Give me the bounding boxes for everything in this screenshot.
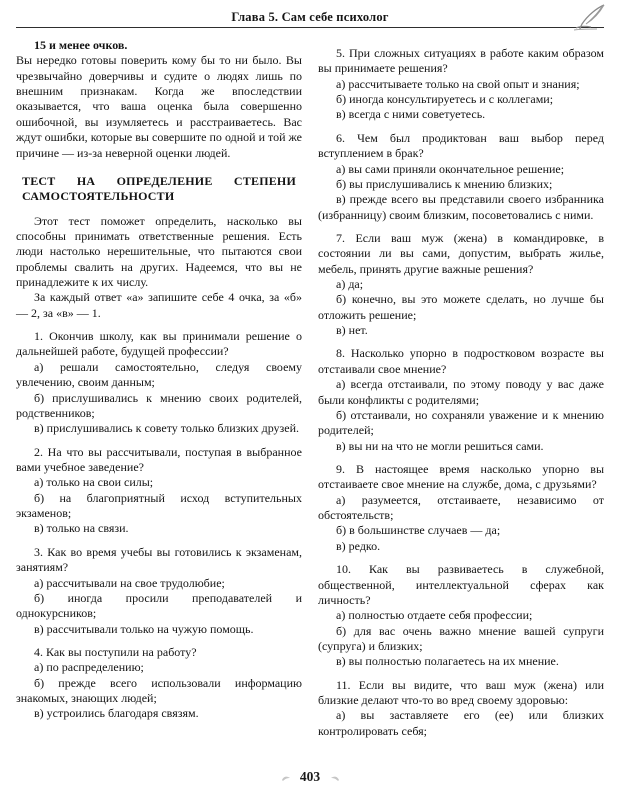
question-text: 9. В настоящее время насколько упорно вы отстаиваете свое мнение на службе, дома, с друзьями?: [318, 461, 604, 492]
answer-option: б) отстаивали, но сохраняли уважение и к мнению родителей;: [318, 407, 604, 438]
paragraph: Этот тест поможет определить, насколько вы способны принимать ответственные решения. Есть люди настолько нерешительные, что пытаются свои проблемы свалить на других. Надеемся, что вы не принадлежите к их числу.: [16, 213, 302, 290]
answer-option: в) вы ни на что не могли решиться сами.: [336, 438, 544, 453]
page-footer: [0, 769, 620, 785]
answer-option: в) вы полностью полагаетесь на их мнение.: [336, 654, 559, 669]
text-columns: [16, 38, 604, 739]
question-text: 2. На что вы рассчитывали, поступая в выбранное вами учебное заведение?: [16, 444, 302, 474]
answer-option: в) только на связи.: [34, 521, 129, 536]
chapter-title: Глава 5. Сам себе психолог: [231, 10, 389, 24]
answer-option: а) решали самостоятельно, следуя своему увлечению, своим данным;: [16, 359, 302, 390]
paragraph: За каждый ответ «а» запишите себе 4 очка, за «б» — 2, за «в» — 1.: [16, 290, 302, 320]
answer-option: в) редко.: [336, 538, 381, 553]
answer-option: б) в большинстве случаев — да;: [336, 523, 501, 538]
question-text: 4. Как вы поступили на работу?: [34, 644, 197, 659]
page-number: 403: [299, 769, 321, 784]
page-header: [16, 8, 604, 30]
answer-option: б) иногда просили преподавателей и однокурсников;: [16, 590, 302, 621]
footer-flourish-icon: [281, 774, 291, 782]
question-text: 11. Если вы видите, что ваш муж (жена) или близкие делают что-то во вред своему здоровью:: [318, 677, 604, 708]
answer-option: в) прежде всего вы представили своего избранника (избранницу) своим близким, посоветовались с ними.: [318, 192, 604, 222]
answer-option: б) конечно, вы это можете сделать, но лучше бы отложить решение;: [318, 292, 604, 322]
answer-option: в) устроились благодаря связям.: [34, 706, 199, 721]
left-column: [16, 38, 302, 722]
question-text: 8. Насколько упорно в подростковом возрасте вы отстаивали свое мнение?: [318, 346, 604, 376]
answer-option: а) разумеется, отстаиваете, независимо от обстоятельств;: [318, 492, 604, 523]
right-column: [318, 38, 604, 739]
answer-option: в) прислушивались к совету только близких друзей.: [34, 421, 300, 436]
section-heading: ТЕСТ НА ОПРЕДЕЛЕНИЕ СТЕПЕНИ САМОСТОЯТЕЛЬНОСТИ: [22, 173, 296, 204]
answer-option: а) вы заставляете его (ее) или близких контролировать себя;: [318, 708, 604, 738]
header-rule: [16, 27, 604, 28]
answer-option: б) на благоприятный исход вступительных экзаменов;: [16, 490, 302, 521]
question-text: 7. Если ваш муж (жена) в командировке, в состоянии ли вы сами, допустим, выбрать жилье, мебель, принять другие важные решения?: [318, 230, 604, 276]
question-text: 5. При сложных ситуациях в работе каким образом вы принимаете решения?: [318, 46, 604, 76]
paragraph: Вы нередко готовы поверить кому бы то ни было. Вы чрезвычайно доверчивы и судите о людях лишь по внешним признакам. Когда же впоследствии оказывается, что ваша оценка была совершенно ошибочной, вы изумляетесь и расстраиваетесь. Вас ждут ошибки, которые вы совершите по одной и той же причине — из-за неверной оценки людей.: [16, 53, 302, 160]
answer-option: а) только на свои силы;: [34, 475, 154, 490]
answer-option: а) рассчитываете только на свой опыт и знания;: [336, 76, 580, 91]
score-range-heading: 15 и менее очков.: [34, 38, 128, 52]
answer-option: а) полностью отдаете себя профессии;: [336, 608, 533, 623]
answer-option: а) всегда отстаивали, по этому поводу у вас даже были конфликты с родителями;: [318, 377, 604, 407]
answer-option: в) рассчитывали только на чужую помощь.: [34, 621, 254, 636]
answer-option: в) нет.: [336, 323, 368, 338]
quill-ornament-icon: [564, 2, 610, 32]
answer-option: б) прислушивались к мнению своих родителей, родственников;: [16, 390, 302, 420]
question-text: 1. Окончив школу, как вы принимали решение о дальнейшей работе, будущей профессии?: [16, 329, 302, 359]
question-text: 3. Как во время учебы вы готовились к экзаменам, занятиям?: [16, 544, 302, 575]
question-text: 10. Как вы развиваетесь в служебной, общественной, интеллектуальной сферах как личность?: [318, 562, 604, 607]
footer-flourish-icon: [330, 774, 340, 782]
answer-option: а) да;: [336, 277, 364, 292]
answer-option: б) вы прислушивались к мнению близких;: [336, 176, 553, 191]
answer-option: б) прежде всего использовали информацию знакомых, знающих людей;: [16, 675, 302, 706]
answer-option: б) для вас очень важно мнение вашей супруги (супруга) и близких;: [318, 623, 604, 653]
answer-option: б) иногда консультируетесь и с коллегами;: [336, 92, 554, 107]
question-text: 6. Чем был продиктован ваш выбор перед вступлением в брак?: [318, 130, 604, 161]
answer-option: а) по распределению;: [34, 660, 144, 675]
answer-option: а) рассчитывали на свое трудолюбие;: [34, 575, 225, 590]
answer-option: в) всегда с ними советуетесь.: [336, 107, 486, 122]
answer-option: а) вы сами приняли окончательное решение;: [336, 161, 565, 176]
